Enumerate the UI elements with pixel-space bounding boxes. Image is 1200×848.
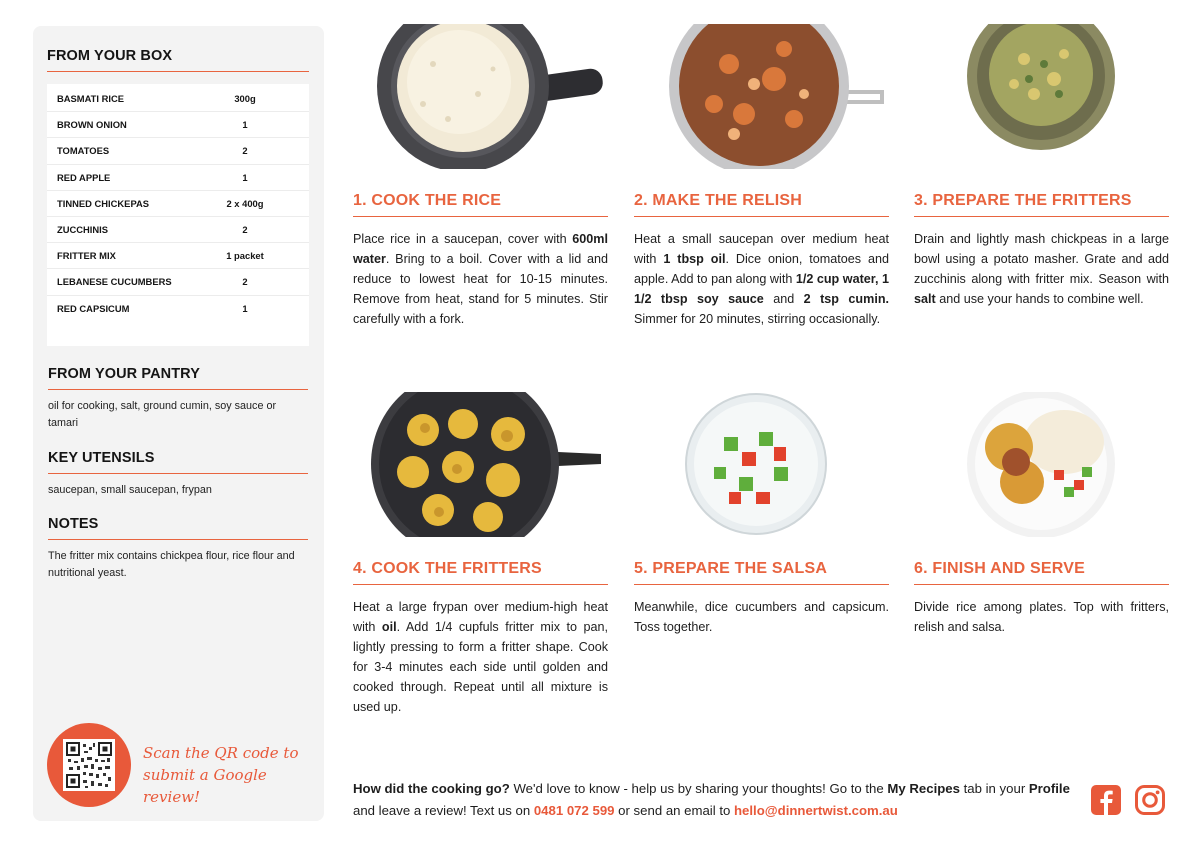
box-ingredient-row <box>47 165 309 191</box>
step-1-body <box>353 229 608 329</box>
instagram-icon[interactable] <box>1134 784 1166 816</box>
my-recipes-link[interactable]: My Recipes <box>887 781 960 796</box>
phone-link[interactable]: 0481 072 599 <box>533 802 615 818</box>
photo-finished-plate <box>914 392 1168 537</box>
step-text: . Bring to a boil. Cover with a lid and reduce to lowest heat for 10-15 minutes. Remove from heat, stand for 5 minutes. Stir carefully with a fork. <box>353 252 608 326</box>
ingredient-name: BASMATI RICE <box>57 93 125 105</box>
qr-badge <box>47 723 131 807</box>
photo-fritters-frypan <box>353 392 607 537</box>
step-3-title: 3. PREPARE THE FRITTERS <box>914 192 1169 217</box>
ingredient-name: RED CAPSICUM <box>57 303 130 315</box>
qr-review-note <box>143 742 318 808</box>
utensils-section <box>48 450 308 499</box>
ingredient-name: BROWN ONION <box>57 119 127 131</box>
box-ingredient-row <box>47 296 309 322</box>
ingredient-quantity: 1 packet <box>226 250 264 262</box>
ingredient-quantity: 2 <box>242 224 248 236</box>
step-4-body <box>353 597 608 717</box>
ingredient-name: TINNED CHICKEPAS <box>57 197 150 209</box>
step-5-body <box>634 597 889 637</box>
footer-question: How did the cooking go? <box>353 781 510 796</box>
qr-note-line-1: Scan the QR code to <box>143 744 299 762</box>
qr-note-line-2: submit a Google review! <box>143 766 267 806</box>
step-3-body <box>914 229 1169 309</box>
ingredient-quantity: 1 <box>242 119 248 131</box>
footer-text-3: and leave a review! Text us on <box>353 802 534 818</box>
box-ingredient-row <box>47 112 309 138</box>
box-ingredient-row <box>47 138 309 164</box>
notes-section <box>48 516 308 582</box>
step-4-title: 4. COOK THE FRITTERS <box>353 560 608 585</box>
qr-code-icon[interactable] <box>63 739 115 791</box>
email-link[interactable]: hello@dinnertwist.com.au <box>734 802 898 818</box>
ingredient-name: LEBANESE CUCUMBERS <box>57 276 172 288</box>
step-2-body <box>634 229 889 329</box>
ingredient-quantity: 2 x 400g <box>226 197 264 209</box>
photo-salsa-bowl <box>634 392 888 537</box>
step-6 <box>914 560 1169 637</box>
box-ingredients-table <box>47 84 309 346</box>
ingredients-sidebar <box>33 26 324 821</box>
box-ingredient-row <box>47 191 309 217</box>
ingredient-quantity: 1 <box>242 303 248 315</box>
step-1 <box>353 192 608 329</box>
utensils-title: KEY UTENSILS <box>48 450 308 474</box>
utensils-text: saucepan, small saucepan, frypan <box>48 484 212 496</box>
footer-text-1: We'd love to know - help us by sharing your thoughts! Go to the <box>509 781 888 796</box>
photo-relish-saucepan <box>634 24 888 169</box>
step-5 <box>634 560 889 637</box>
pantry-text: oil for cooking, salt, ground cumin, soy sauce or tamari <box>48 400 277 429</box>
step-4 <box>353 560 608 717</box>
step-text: Divide rice among plates. Top with fritters, relish and salsa. <box>914 600 1169 634</box>
step-text: and use your hands to combine well. <box>935 292 1144 306</box>
step-emphasis: oil <box>381 620 397 634</box>
photo-fritter-mix-bowl <box>914 24 1168 169</box>
step-text: . Dice onion, tomatoes and apple. Add to pan along with <box>634 252 889 286</box>
step-2-title: 2. MAKE THE RELISH <box>634 192 889 217</box>
step-text: Place rice in a saucepan, cover with <box>353 232 573 246</box>
step-6-body <box>914 597 1169 637</box>
step-text: . Add 1/4 cupfuls fritter mix to pan, lightly pressing to form a fritter shape. Cook for 3-4 minutes each side until golden and cooked through. Repeat until all mixture is used up. <box>353 620 608 714</box>
step-emphasis: 600ml water <box>353 232 608 266</box>
ingredient-quantity: 2 <box>242 276 248 288</box>
step-5-title: 5. PREPARE THE SALSA <box>634 560 889 585</box>
step-emphasis: salt <box>914 292 936 306</box>
review-footer <box>353 778 1083 821</box>
step-text: Meanwhile, dice cucumbers and capsicum. Toss together. <box>634 600 889 634</box>
from-your-box-title: FROM YOUR BOX <box>47 48 309 72</box>
profile-link[interactable]: Profile <box>1028 781 1070 796</box>
ingredient-quantity: 300g <box>234 93 256 105</box>
notes-title: NOTES <box>48 516 308 540</box>
step-text: Drain and lightly mash chickpeas in a large bowl using a potato masher. Grate and add zucchinis along with fritter mix. Season with <box>914 232 1169 286</box>
pantry-section <box>48 366 308 432</box>
box-ingredient-row <box>47 269 309 295</box>
box-ingredient-row <box>47 217 309 243</box>
step-text: Simmer for 20 minutes, stirring occasionally. <box>634 312 881 326</box>
pantry-title: FROM YOUR PANTRY <box>48 366 308 390</box>
ingredient-name: ZUCCHINIS <box>57 224 109 236</box>
box-ingredient-row <box>47 86 309 112</box>
step-text: Heat a large frypan over medium-high heat with <box>353 600 608 634</box>
ingredient-name: TOMATOES <box>57 145 110 157</box>
ingredient-quantity: 1 <box>242 171 248 183</box>
footer-text-2: tab in your <box>959 781 1029 796</box>
step-emphasis: 2 tsp cumin. <box>803 292 890 306</box>
step-emphasis: 1/2 cup water, 1 1/2 tbsp soy sauce <box>634 272 889 306</box>
box-ingredient-row <box>47 243 309 269</box>
step-3 <box>914 192 1169 309</box>
notes-text: The fritter mix contains chickpea flour, rice flour and nutritional yeast. <box>48 550 295 579</box>
ingredient-name: RED APPLE <box>57 171 111 183</box>
ingredient-name: FRITTER MIX <box>57 250 116 262</box>
step-text: Heat a small saucepan over medium heat with <box>634 232 889 266</box>
ingredient-quantity: 2 <box>242 145 248 157</box>
step-2 <box>634 192 889 329</box>
step-text: and <box>763 292 804 306</box>
step-1-title: 1. COOK THE RICE <box>353 192 608 217</box>
step-emphasis: 1 tbsp oil <box>663 252 726 266</box>
step-6-title: 6. FINISH AND SERVE <box>914 560 1169 585</box>
photo-rice-saucepan <box>353 24 607 169</box>
facebook-icon[interactable] <box>1090 784 1122 816</box>
footer-text-4: or send an email to <box>614 802 734 818</box>
